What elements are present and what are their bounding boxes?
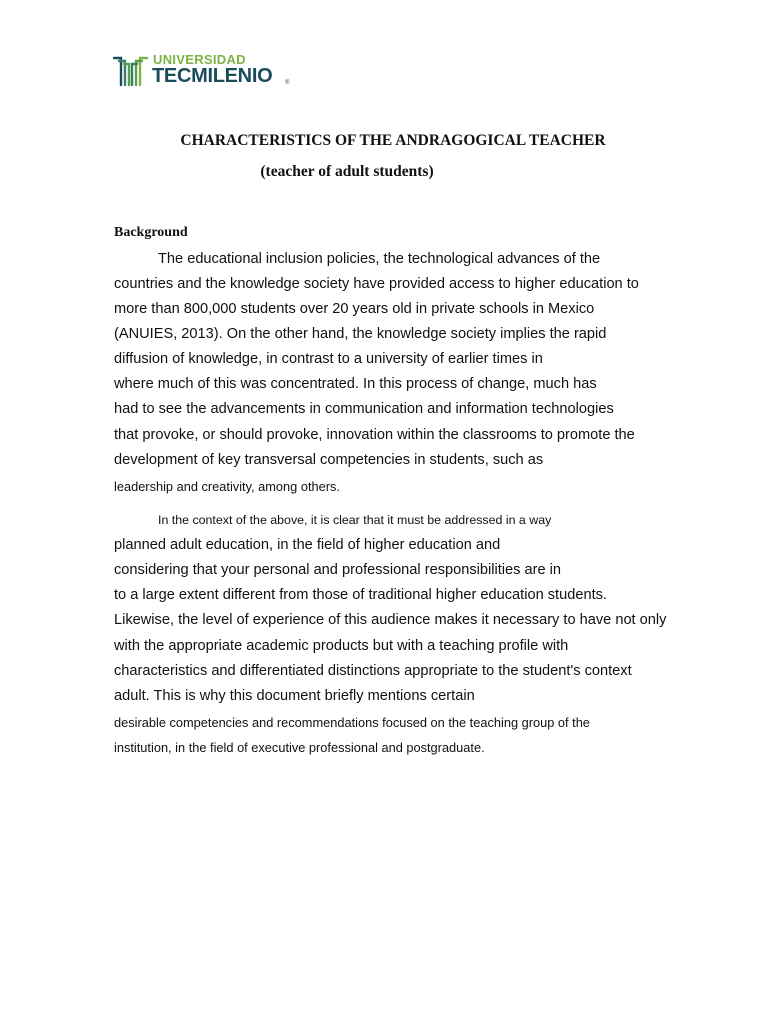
logo-emblem-icon [113,55,149,87]
document-subtitle: (teacher of adult students) [260,163,434,180]
paragraph-line: more than 800,000 students over 20 years old in private schools in Mexico [114,301,595,317]
paragraph-line: to a large extent different from those of traditional higher education students. [114,587,607,603]
paragraph-line: had to see the advancements in communication and information technologies [114,401,614,417]
paragraph-line: diffusion of knowledge, in contrast to a university of earlier times in [114,351,543,367]
paragraph-line: with the appropriate academic products but with a teaching profile with [114,638,569,654]
paragraph-line: adult. This is why this document briefly mentions certain [114,688,475,704]
paragraph-line: development of key transversal competencies in students, such as [114,452,544,468]
university-logo [113,52,303,90]
paragraph-line: characteristics and differentiated distinctions appropriate to the student's context [114,663,632,679]
document-title: CHARACTERISTICS OF THE ANDRAGOGICAL TEACHER [180,132,606,149]
paragraph-line: countries and the knowledge society have provided access to higher education to [114,276,639,292]
paragraph-line: leadership and creativity, among others. [114,479,340,494]
paragraph-line: planned adult education, in the field of higher education and [114,537,501,553]
paragraph-line: considering that your personal and professional responsibilities are in [114,562,561,578]
paragraph-line: institution, in the field of executive professional and postgraduate. [114,740,485,755]
paragraph-line: that provoke, or should provoke, innovation within the classrooms to promote the [114,427,635,443]
logo-text-universidad: UNIVERSIDAD [153,52,246,67]
paragraph-line: Likewise, the level of experience of this audience makes it necessary to have not only [114,612,667,628]
section-heading: Background [114,225,188,240]
paragraph-line: In the context of the above, it is clear that it must be addressed in a way [158,513,552,527]
paragraph-line: (ANUIES, 2013). On the other hand, the knowledge society implies the rapid [114,326,607,342]
paragraph-line: where much of this was concentrated. In this process of change, much has [114,376,597,392]
paragraph-line: The educational inclusion policies, the technological advances of the [158,251,601,267]
logo-text-tecmilenio: TECMILENIO [152,65,273,87]
logo-registered-mark: ® [285,80,290,86]
paragraph-line: desirable competencies and recommendations focused on the teaching group of the [114,715,590,730]
